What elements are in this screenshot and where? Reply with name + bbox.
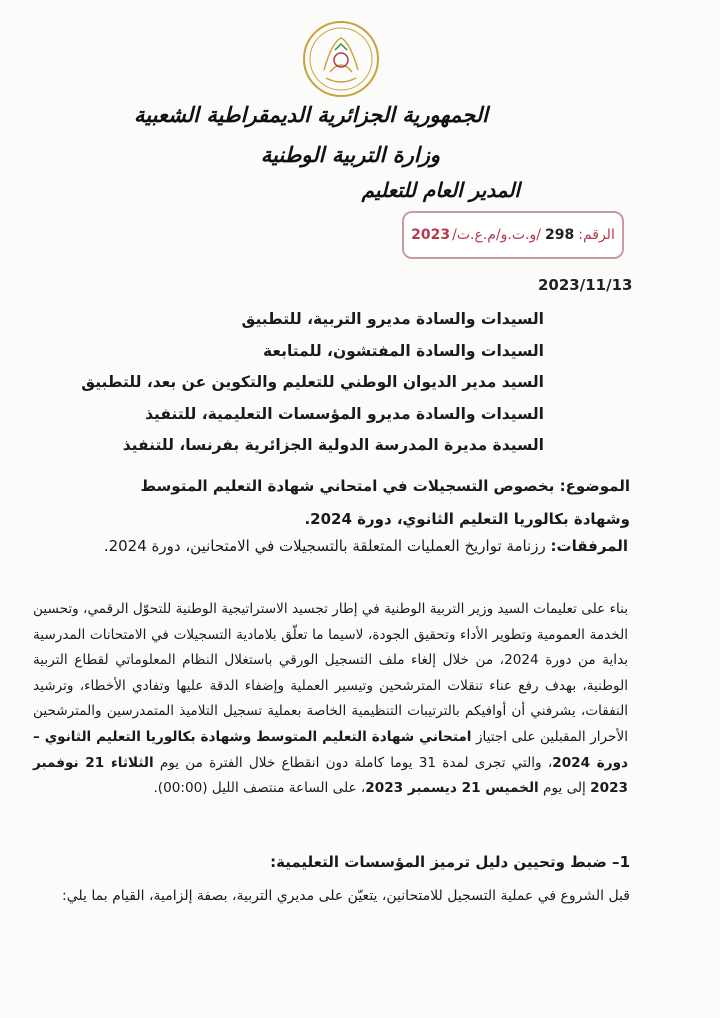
reference-number-box [402,211,624,259]
reference-label: الرقم: [578,227,615,243]
attachments-label: المرفقات: [550,537,628,555]
document-date: 2023/11/13 [538,276,633,294]
subject-text: بخصوص التسجيلات في امتحاني شهادة التعليم المتوسط وشهادة بكالوريا التعليم الثانوي، دورة 2024. [140,477,630,528]
section-1-title: 1– ضبط وتحيين دليل ترميز المؤسسات التعليمية: [270,853,630,871]
recipient-item: السيدات والسادة مديرو التربية، للتطبيق [241,310,544,328]
recipients-list [81,304,544,462]
attachments-text: رزنامة تواريخ العمليات المتعلقة بالتسجيلات في الامتحانين، دورة 2024. [103,537,546,555]
recipient-item: السيد مدير الديوان الوطني للتعليم والتكوين عن بعد، للتطبيق [81,373,544,391]
recipient-item: السيدة مديرة المدرسة الدولية الجزائرية بفرنسا، للتنفيذ [122,436,544,454]
body-text-1: بناء على تعليمات السيد وزير التربية الوطنية في إطار تجسيد الاستراتيجية الوطنية للتحوّل الرقمي، وتحسين الخدمة العمومية وتطوير الأداء وتحقيق الجودة، لاسيما ما تعلّق بلامادية التسجيلات في الامتحانات المدرسية بداية من دورة 2024، من خلال إلغاء ملف التسجيل الورقي باستغلال النظام المعلوماتي لقطاع التربية الوطنية، بهدف رفع عناء تنقلات المترشحين وتيسير العملية وإضفاء الدقة عليها وتفادي الأخطاء، وترشيد النفقات، يشرفني أن أوافيكم بالترتيبات التنظيمية الخاصة بعملية تسجيل التلاميذ المتمدرسين والمترشحين الأحرار المقبلين على اجتياز [33,601,628,745]
reference-year: 2023 [411,227,451,243]
recipient-item: السيدات والسادة المفتشون، للمتابعة [263,341,544,360]
ministry-title: وزارة التربية الوطنية [260,142,440,167]
subject-label: الموضوع: [559,477,630,495]
subject-line [90,470,630,536]
section-1-text: قبل الشروع في عملية التسجيل للامتحانين، يتعيّن على مديري التربية، بصفة إلزامية، القيام بما يلي: [62,888,630,904]
reference-code: و.ت.و/م.ع.ت/ [452,227,537,243]
republic-title: الجمهورية الجزائرية الديمقراطية الشعبية [133,102,488,127]
recipient-item: السيدات والسادة مديرو المؤسسات التعليمية، للتنفيذ [145,404,544,423]
reference-slash: / [536,227,541,243]
reference-number: 298 [545,227,575,243]
body-start-date: الثلاثاء 21 نوفمبر 2023 [33,754,628,797]
body-end-date: الخميس 21 ديسمبر 2023 [365,780,539,797]
body-text-4: ، على الساعة منتصف الليل (00:00). [153,780,366,797]
attachments-line [68,537,628,555]
directorate-title: المدير العام للتعليم [361,178,520,202]
body-text-3: إلى يوم [538,780,591,797]
algeria-emblem-icon [302,20,380,98]
body-paragraph [33,597,628,802]
body-text-2: ، والتي تجرى لمدة 31 يوما كاملة دون انقطاع خلال الفترة من يوم [153,754,553,771]
body-exams-bold: امتحاني شهادة التعليم المتوسط وشهادة بكالوريا التعليم الثانوي – دورة 2024 [33,728,628,771]
